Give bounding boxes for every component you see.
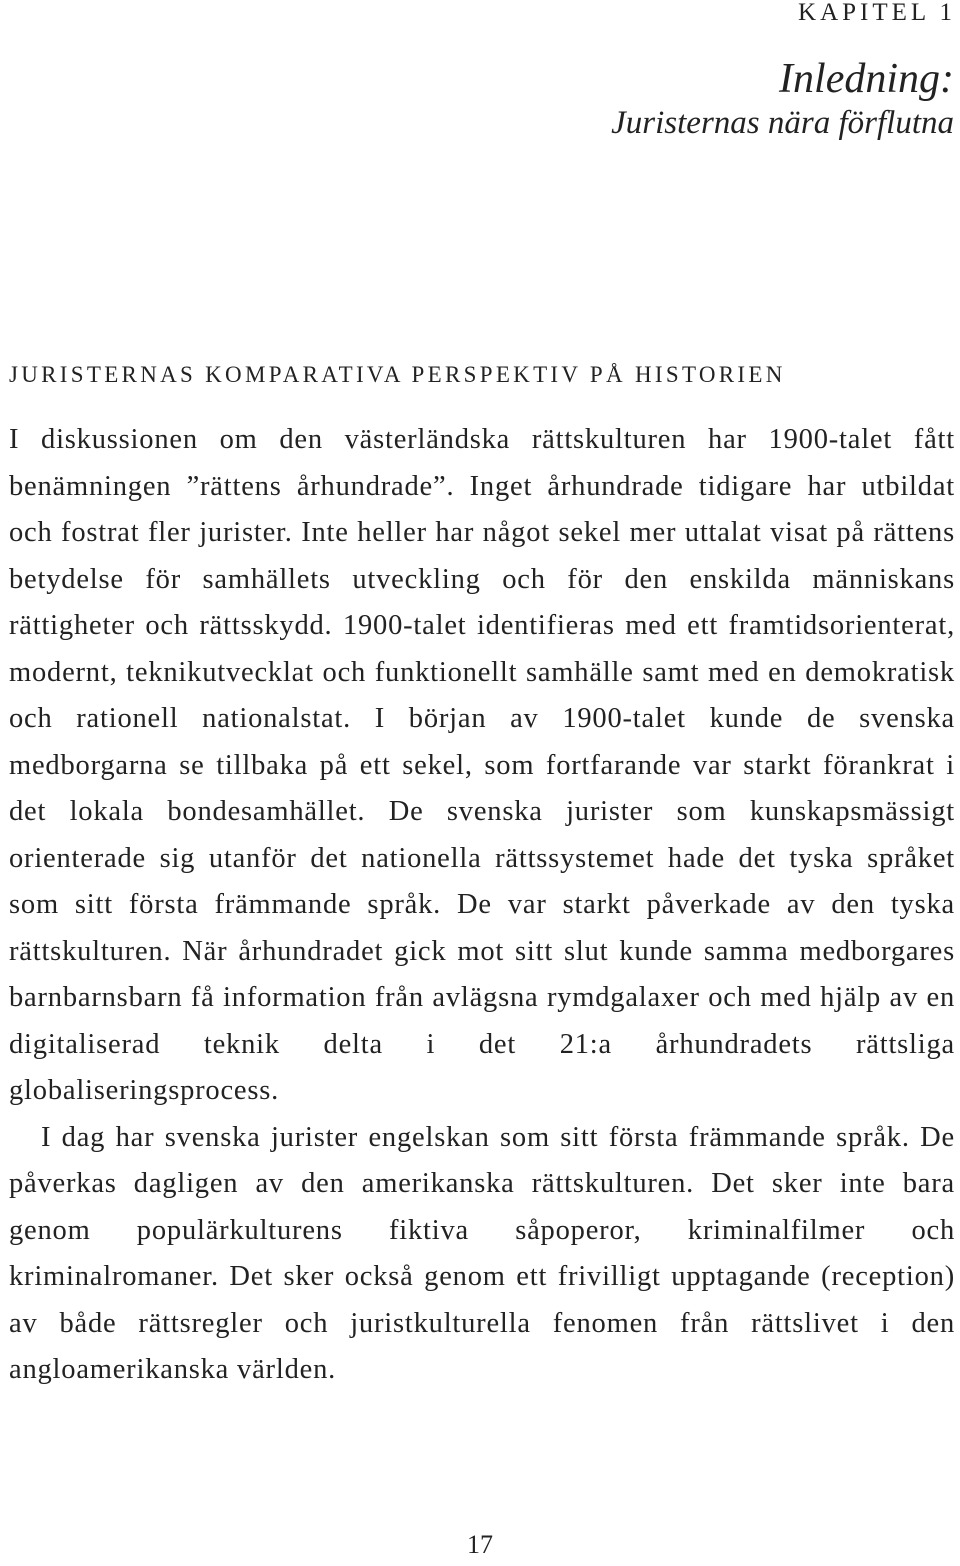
chapter-subtitle: Juristernas nära förflutna [611, 105, 954, 141]
page-number: 17 [467, 1530, 493, 1559]
section-heading: JURISTERNAS KOMPARATIVA PERSPEKTIV PÅ HISTORIEN [9, 362, 786, 387]
chapter-title-block [611, 55, 954, 143]
paragraph: I diskussionen om den västerländska rättskulturen har 1900-talet fått benämningen ”rättens århundrade”. Inget århundrade tidigare har utbildat och fostrat fler jurister. Inte heller har något sekel mer uttalat visat på rättens betydelse för samhällets utveckling och för den enskilda människans rättigheter och rättsskydd. 1900-talet identifieras med ett framtidsorienterat, modernt, teknikutvecklat och funktionellt samhälle samt med en demokratisk och rationell nationalstat. I början av 1900-talet kunde de svenska medborgarna se tillbaka på ett sekel, som fortfarande var starkt förankrat i det lokala bondesamhället. De svenska jurister som kunskapsmässigt orienterade sig utanför det nationella rättssystemet hade det tyska språket som sitt första främmande språk. De var starkt påverkade av den tyska rättskulturen. När århundradet gick mot sitt slut kunde samma medborgares barnbarnsbarn få information från avlägsna rymdgalaxer och med hjälp av en digitaliserad teknik delta i det 21:a århundradets rättsliga globaliseringsprocess. [9, 424, 955, 1106]
chapter-label: KAPITEL 1 [798, 0, 956, 26]
body-text [9, 417, 955, 1394]
paragraph: I dag har svenska jurister engelskan som sitt första främmande språk. De påverkas dagligen av den amerikanska rättskulturen. Det sker inte bara genom populärkulturens fiktiva såpoperor, kriminalfilmer och kriminalromaner. Det sker också genom ett frivilligt upptagande (reception) av både rättsregler och juristkulturella fenomen från rättslivet i den angloamerikanska världen. [9, 1121, 955, 1385]
chapter-title: Inledning: [779, 56, 954, 102]
